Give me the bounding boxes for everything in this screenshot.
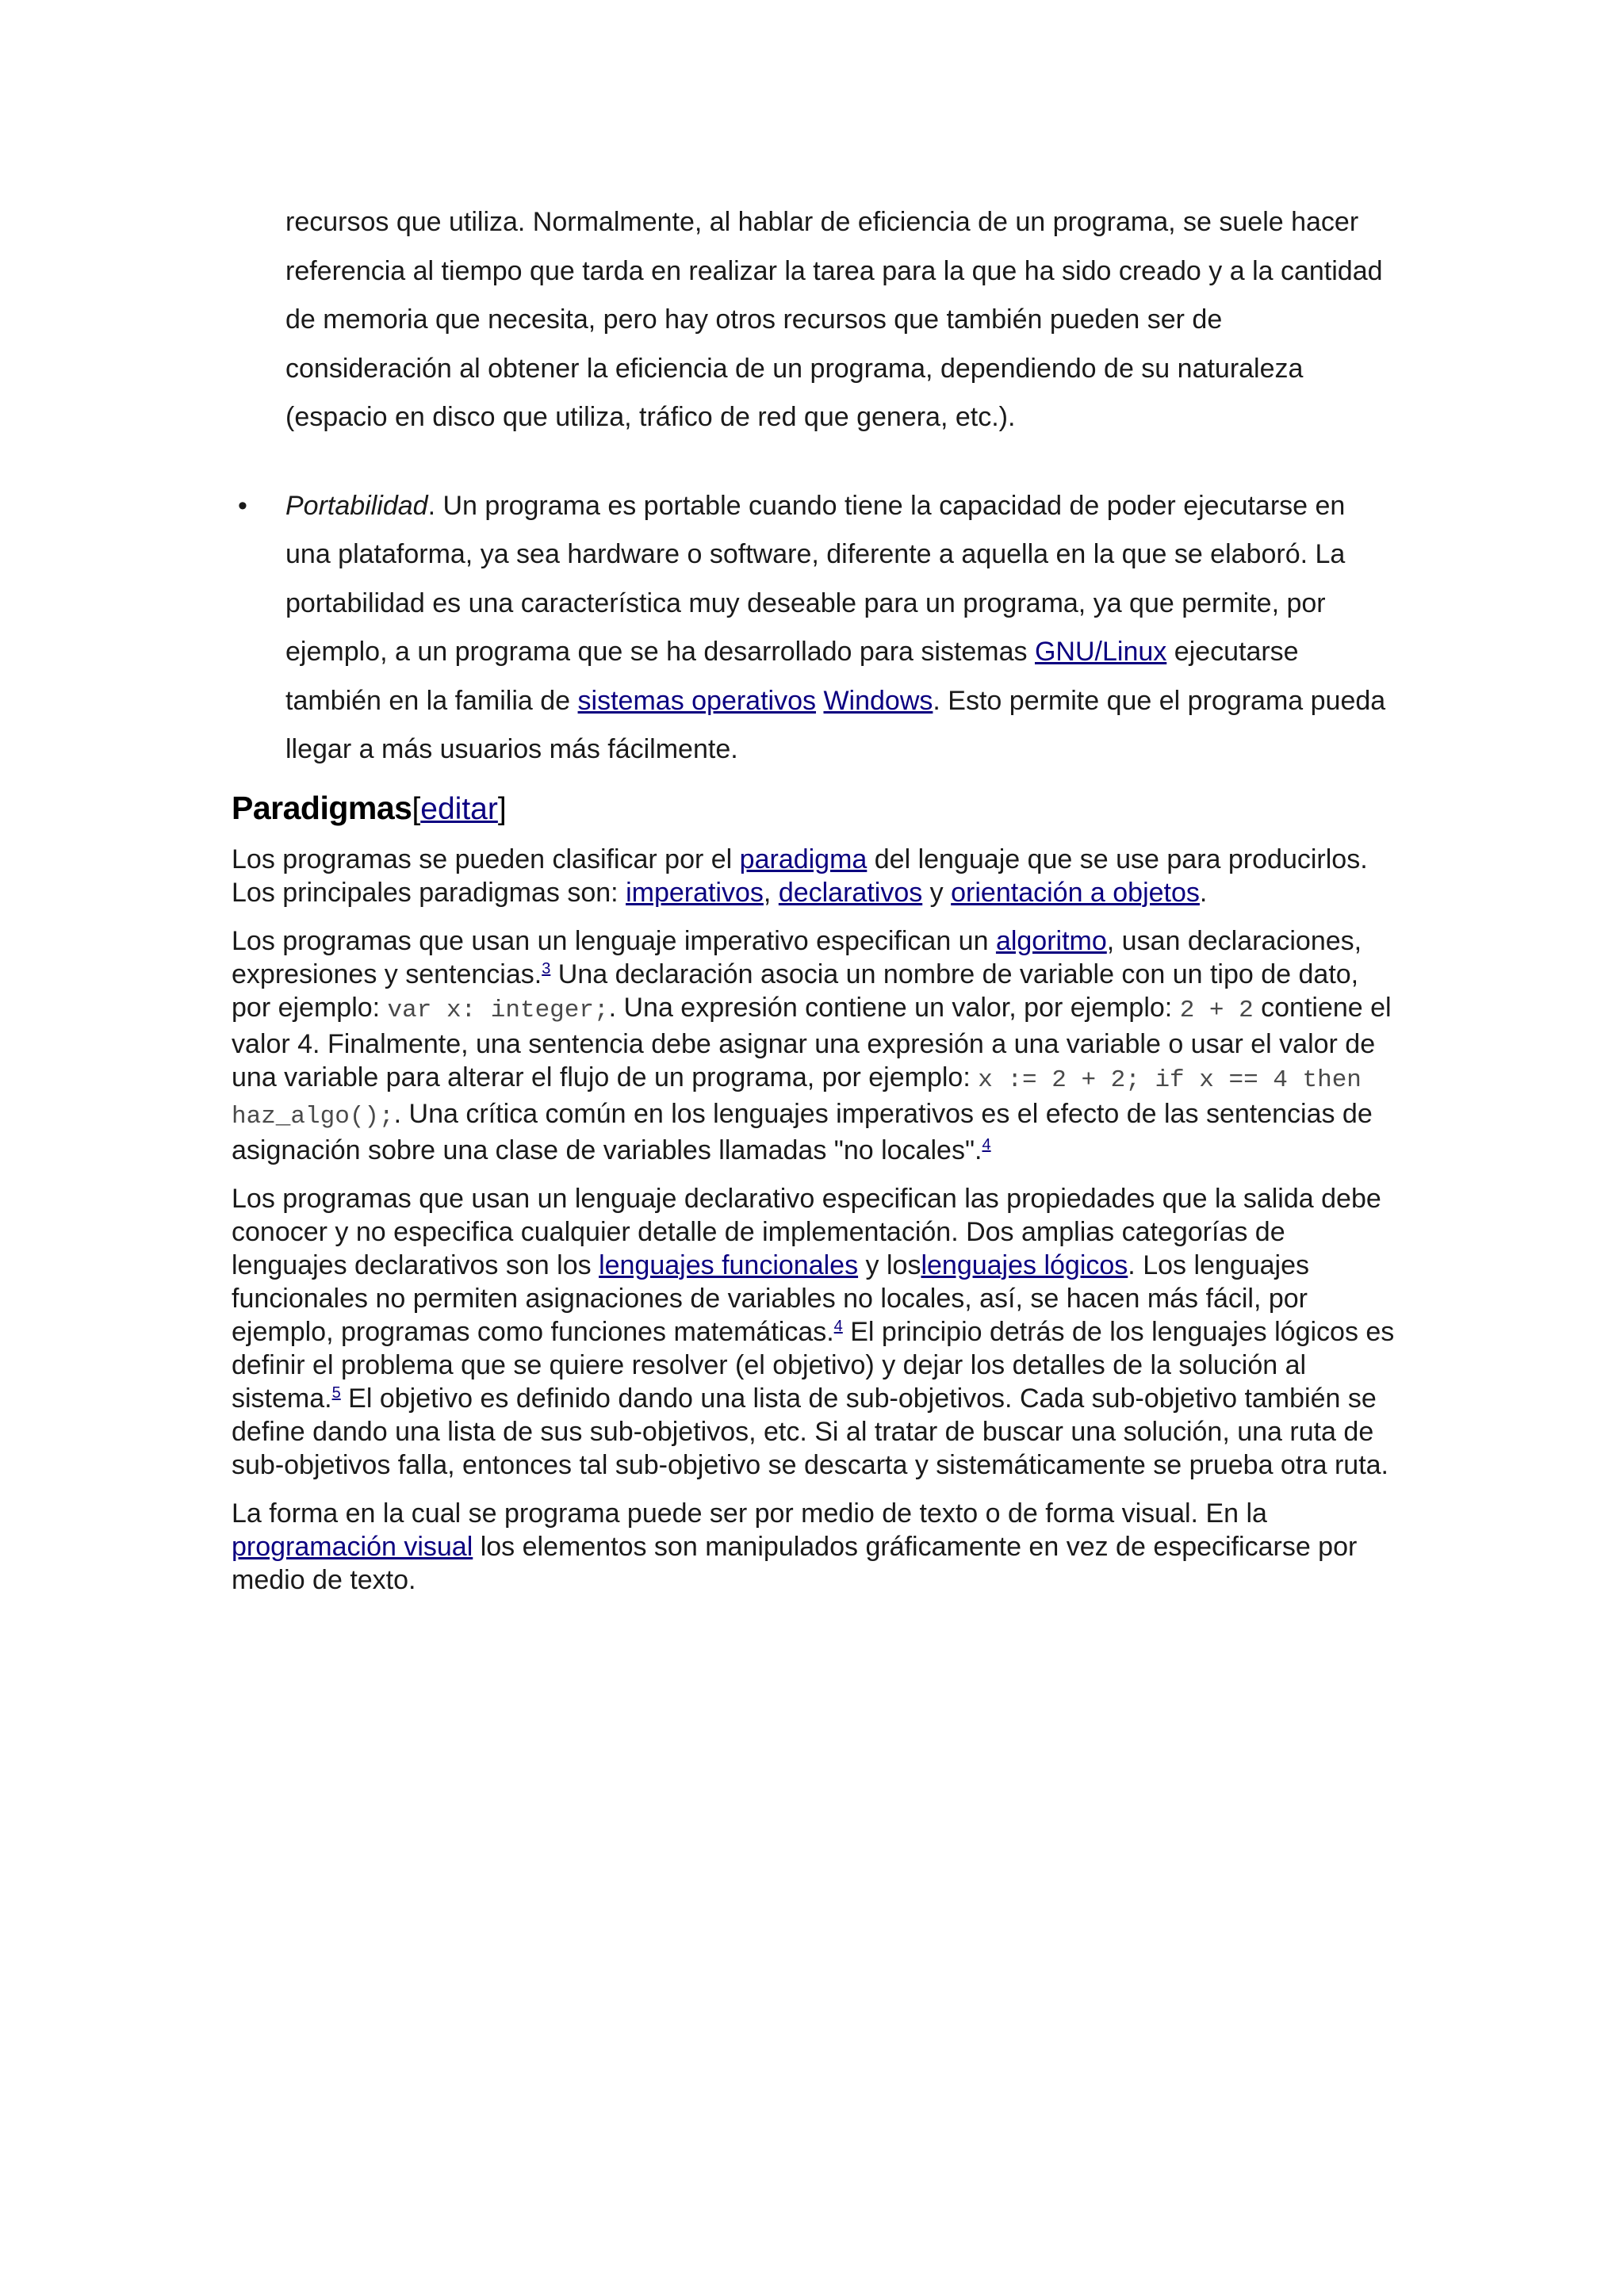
paragraph-text: y los (858, 1249, 921, 1280)
paragraph-text: recursos que utiliza. Normalmente, al hablar de eficiencia de un programa, se suele hacer referencia al tiempo que tarda en realizar la tarea para la que ha sido creado y a la cantidad de memoria que necesita, pero hay otros recursos que también pueden ser de consideración al obtener la eficiencia de un programa, dependiendo de su naturaleza (espacio en disco que utiliza, tráfico de red que genera, etc.). (285, 207, 1383, 432)
bullet-marker: • (238, 490, 247, 521)
paragraph-text: . Los lenguajes funcionales no permiten asignaciones de variables no locales, así, se hacen más fácil, por ejemplo, programas como funciones matemáticas. (232, 1249, 1310, 1347)
paragraph-text: del lenguaje que se use para producirlos. Los principales paradigmas son: (232, 844, 1368, 908)
bracket-open: [ (412, 791, 421, 826)
paragraph-imperative (232, 924, 1397, 1167)
efficiency-continuation-paragraph (285, 198, 1396, 442)
link-lenguajes-logicos[interactable]: lenguajes lógicos (921, 1249, 1128, 1280)
reference-link[interactable]: 4 (982, 1135, 991, 1154)
link-imperativos[interactable]: imperativos (626, 877, 764, 908)
link-declarativos[interactable]: declarativos (778, 877, 923, 908)
paragraph-text: . Un programa es portable cuando tiene la capacidad de poder ejecutarse en una plataforma, ya sea hardware o software, diferente a aquella en la que se elaboró. La portabilidad es una característica muy deseable para un programa, ya que permite, por ejemplo, a un programa que se ha desarrollado para sistemas (285, 490, 1346, 667)
paragraph-text: , usan declaraciones, expresiones y sentencias. (232, 925, 1362, 989)
code-snippet-statement: x := 2 + 2; if x == 4 then haz_algo(); (232, 1066, 1362, 1131)
paragraph-visual-programming (232, 1497, 1397, 1597)
reference-link[interactable]: 5 (331, 1383, 341, 1402)
paragraph-text: . Una expresión contiene un valor, por ejemplo: (608, 992, 1180, 1023)
bracket-close: ] (497, 791, 507, 826)
code-snippet-expression: 2 + 2 (1179, 996, 1254, 1024)
paragraph-text: . Esto permite que el programa pueda llegar a más usuarios más fácilmente. (285, 685, 1386, 764)
edit-section-link[interactable]: editar (420, 791, 498, 826)
link-orientacion-a-objetos[interactable]: orientación a objetos (951, 877, 1200, 908)
features-bullet-list (232, 482, 1397, 775)
paragraph-text: Los programas se pueden clasificar por el (232, 844, 740, 874)
paragraph-text: , (763, 877, 779, 908)
link-programacion-visual[interactable]: programación visual (232, 1531, 473, 1562)
paragraph-text: La forma en la cual se programa puede ser por medio de texto o de forma visual. En la (232, 1498, 1267, 1529)
code-snippet-declaration: var x: integer; (387, 996, 609, 1024)
list-item-portabilidad (232, 482, 1396, 775)
paragraph-text: contiene el valor 4. Finalmente, una sentencia debe asignar una expresión a una variable o usar el valor de una variable para alterar el flujo de un programa, por ejemplo: (232, 992, 1392, 1093)
reference-link[interactable]: 4 (833, 1317, 843, 1335)
paragraph-text: ejecutarse también en la familia de (285, 637, 1299, 716)
paragraph-text: . (1199, 877, 1208, 908)
edit-section-control (412, 792, 506, 826)
reference-3 (542, 960, 550, 978)
reference-5 (332, 1384, 341, 1402)
link-lenguajes-funcionales[interactable]: lenguajes funcionales (599, 1249, 859, 1280)
article-body (232, 198, 1397, 1597)
link-sistemas-operativos[interactable]: sistemas operativos (577, 685, 817, 716)
link-gnu-linux[interactable]: GNU/Linux (1034, 637, 1167, 667)
term-portabilidad: Portabilidad (285, 490, 428, 521)
paragraph-text: El principio detrás de los lenguajes lógicos es definir el problema que se quiere resolver (el objetivo) y dejar los detalles de la solución al sistema. (232, 1316, 1395, 1414)
paragraph-text: y (922, 877, 952, 908)
link-windows[interactable]: Windows (823, 685, 933, 716)
paragraph-declarative (232, 1182, 1397, 1482)
paragraph-text: El objetivo es definido dando una lista de sub-objetivos. Cada sub-objetivo también se define dando una lista de sus sub-objetivos, etc. Si al tratar de buscar una solución, una ruta de sub-objetivos falla, entonces tal sub-objetivo se descarta y sistemáticamente se prueba otra ruta. (232, 1383, 1388, 1480)
paragraph-text: los elementos son manipulados gráficamente en vez de especificarse por medio de texto. (232, 1531, 1358, 1595)
section-heading-paradigmas (232, 784, 1397, 833)
paragraph-paradigm-classification (232, 843, 1397, 909)
paragraph-text: Los programas que usan un lenguaje declarativo especifican las propiedades que la salida debe conocer y no especifica cualquier detalle de implementación. Dos amplias categorías de lenguajes declarativos son los (232, 1183, 1381, 1280)
heading-text: Paradigmas (232, 789, 412, 826)
paragraph-text: Los programas que usan un lenguaje imperativo especifican un (232, 925, 996, 956)
link-algoritmo[interactable]: algoritmo (995, 925, 1107, 956)
reference-link[interactable]: 3 (542, 959, 551, 978)
paragraph-text: Una declaración asocia un nombre de variable con un tipo de dato, por ejemplo: (232, 959, 1359, 1023)
link-paradigma[interactable]: paradigma (739, 844, 868, 874)
reference-4 (982, 1136, 990, 1154)
paragraph-text: . Una crítica común en los lenguajes imperativos es el efecto de las sentencias de asignación sobre una clase de variables llamadas "no locales". (232, 1098, 1373, 1165)
reference-4 (834, 1318, 843, 1335)
